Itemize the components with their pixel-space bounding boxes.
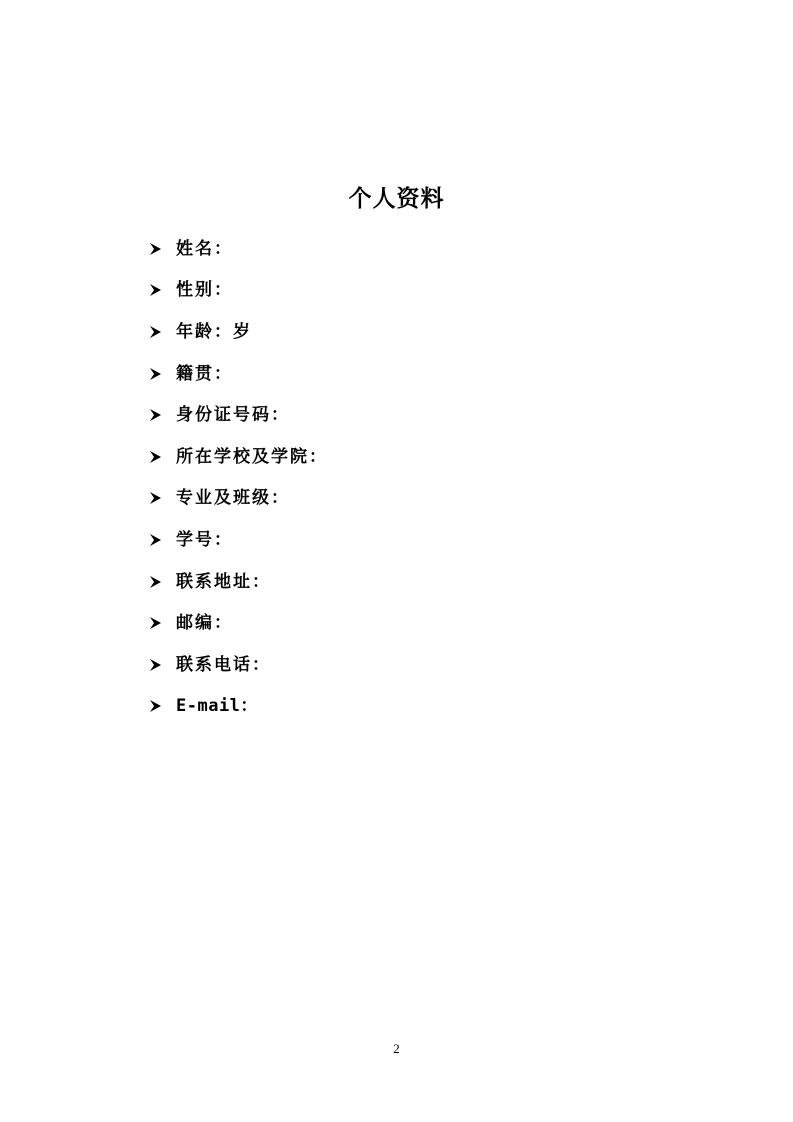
field-native-place bbox=[148, 353, 328, 395]
field-label: 姓名： bbox=[176, 238, 233, 259]
field-label: 邮编： bbox=[176, 613, 233, 634]
field-gender bbox=[148, 270, 328, 312]
field-label: 年龄：岁 bbox=[176, 321, 252, 342]
field-name bbox=[148, 228, 328, 270]
field-student-id bbox=[148, 519, 328, 561]
arrow-bullet-icon bbox=[148, 401, 176, 429]
field-email bbox=[148, 686, 328, 728]
arrow-bullet-icon bbox=[148, 692, 176, 720]
field-label: 籍贯： bbox=[176, 363, 233, 384]
field-major-class bbox=[148, 478, 328, 520]
arrow-bullet-icon bbox=[148, 609, 176, 637]
field-label: 身份证号码： bbox=[176, 405, 290, 426]
field-label: E-mail： bbox=[176, 696, 258, 717]
field-label: 所在学校及学院： bbox=[176, 446, 328, 467]
arrow-bullet-icon bbox=[148, 651, 176, 679]
arrow-bullet-icon bbox=[148, 526, 176, 554]
field-label: 性别： bbox=[176, 280, 233, 301]
arrow-bullet-icon bbox=[148, 276, 176, 304]
field-label: 联系电话： bbox=[176, 654, 271, 675]
arrow-bullet-icon bbox=[148, 568, 176, 596]
field-age bbox=[148, 311, 328, 353]
arrow-bullet-icon bbox=[148, 318, 176, 346]
field-address bbox=[148, 561, 328, 603]
field-label: 学号： bbox=[176, 529, 233, 550]
arrow-bullet-icon bbox=[148, 235, 176, 263]
field-label: 专业及班级： bbox=[176, 488, 290, 509]
field-postcode bbox=[148, 602, 328, 644]
arrow-bullet-icon bbox=[148, 360, 176, 388]
arrow-bullet-icon bbox=[148, 443, 176, 471]
personal-info-field-list bbox=[148, 228, 328, 727]
arrow-bullet-icon bbox=[148, 484, 176, 512]
page-number: 2 bbox=[393, 1041, 400, 1056]
field-label: 联系地址： bbox=[176, 571, 271, 592]
field-school bbox=[148, 436, 328, 478]
field-id-number bbox=[148, 394, 328, 436]
field-phone bbox=[148, 644, 328, 686]
page-title: 个人资料 bbox=[348, 185, 445, 212]
